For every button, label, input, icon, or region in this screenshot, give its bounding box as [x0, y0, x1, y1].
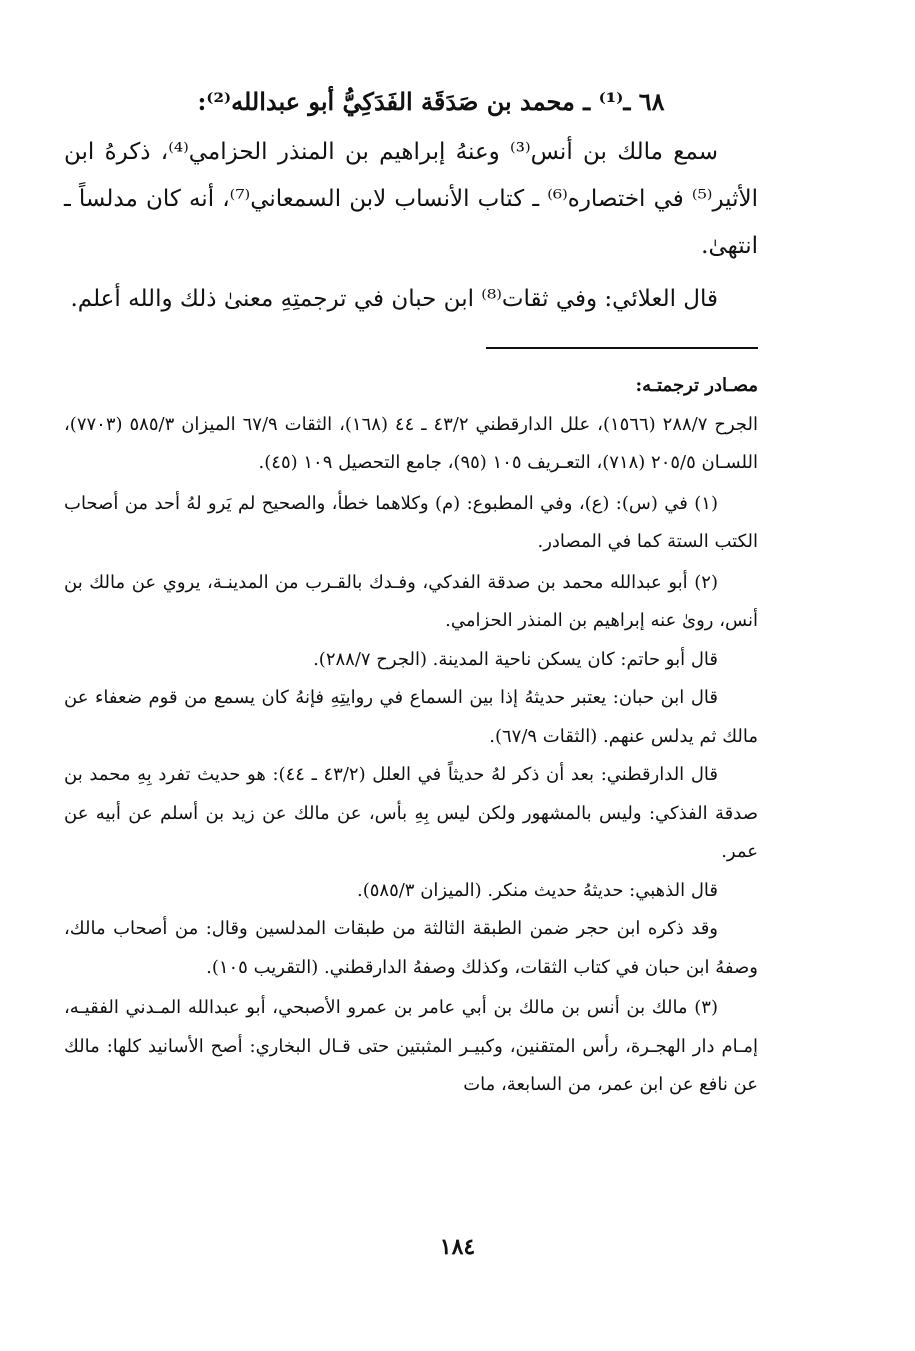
page-body — [64, 78, 758, 1105]
footnote: قال الذهبي: حديثهُ حديث منكر. (الميزان ٥٨٥/٣). — [356, 879, 718, 901]
footnote: وقد ذكره ابن حجر ضمن الطبقة الثالثة من طبقات المدلسين وقال: من أصحاب مالك، وصفهُ ابن حبان في كتاب الثقات، وكذلك وصفهُ الدارقطني. (التقريب ١٠٥). — [64, 918, 758, 978]
footnotes-section — [64, 367, 758, 1105]
footnote: (١) في (س): (ع)، وفي المطبوع: (م) وكلاهما خطأ، والصحيح لم يَرو لهُ أحد من أصحاب الكتب الستة كما في المصادر. — [64, 492, 758, 552]
footnote-divider — [486, 347, 758, 349]
page-number: ١٨٤ — [439, 1234, 476, 1260]
main-text — [64, 78, 758, 323]
footnote: قال الدارقطني: بعد أن ذكر لهُ حديثاً في العلل (٤٣/٢ ـ ٤٤): هو حديث تفرد بِهِ محمد بن صدقة الفذكي: وليس بالمشهور ولكن ليس بِهِ بأس، عن مالك عن زيد بن أسلم عن أبيه عن عمر. — [64, 764, 758, 862]
footnote: قال ابن حبان: يعتبر حديثهُ إذا بين السماع في روايتِهِ فإنهُ كان يسمع من قوم ضعفاء عن مالك ثم يدلس عنهم. (الثقات ٦٧/٩). — [64, 687, 758, 747]
sources-text: الجرح ٢٨٨/٧ (١٥٦٦)، علل الدارقطني ٤٣/٢ ـ ٤٤ (١٦٨)، الثقات ٦٧/٩ الميزان ٥٨٥/٣ (٧٧٠٣)، اللسـان ٢٠٥/٥ (٧١٨)، التعـريف ١٠٥ (٩٥)، جامع التحصيل ١٠٩ (٤٥). — [64, 413, 759, 473]
footnote: (٣) مالك بن أنس بن مالك بن أبي عامر بن عمرو الأصبحي، أبو عبدالله المـدني الفقيـه، إمـام دار الهجـرة، رأس المتقنين، وكبيـر المثبتين حتى قـال البخاري: أصح الأسانيد كلها: مالك عن نافع عن ابن عمر، من السابعة، مات — [64, 997, 758, 1095]
entry-heading: ٦٨ ـ⁽¹⁾ ـ محمد بن صَدَقَة الفَدَكِيُّ أبو عبدالله⁽²⁾: — [197, 87, 665, 116]
entry-paragraph: قال العلائي: وفي ثقات⁽⁸⁾ ابن حبان في ترجمتِهِ معنىٰ ذلك والله أعلم. — [70, 286, 718, 312]
entry-paragraph: سمع مالك بن أنس⁽³⁾ وعنهُ إبراهيم بن المنذر الحزامي⁽⁴⁾، ذكرهُ ابن الأثير⁽⁵⁾ في اختصاره⁽⁶⁾ ـ كتاب الأنساب لابن السمعاني⁽⁷⁾، أنه كان مدلساً ـ انتهىٰ. — [64, 139, 758, 259]
footnote: قال أبو حاتم: كان يسكن ناحية المدينة. (الجرح ٢٨٨/٧). — [313, 648, 718, 670]
footnote: (٢) أبو عبدالله محمد بن صدقة الفدكي، وفـدك بالقـرب من المدينـة، يروي عن مالك بن أنس، روىٰ عنه إبراهيم بن المنذر الحزامي. — [64, 571, 758, 631]
sources-heading: مصـادر ترجمتـه: — [635, 375, 758, 396]
